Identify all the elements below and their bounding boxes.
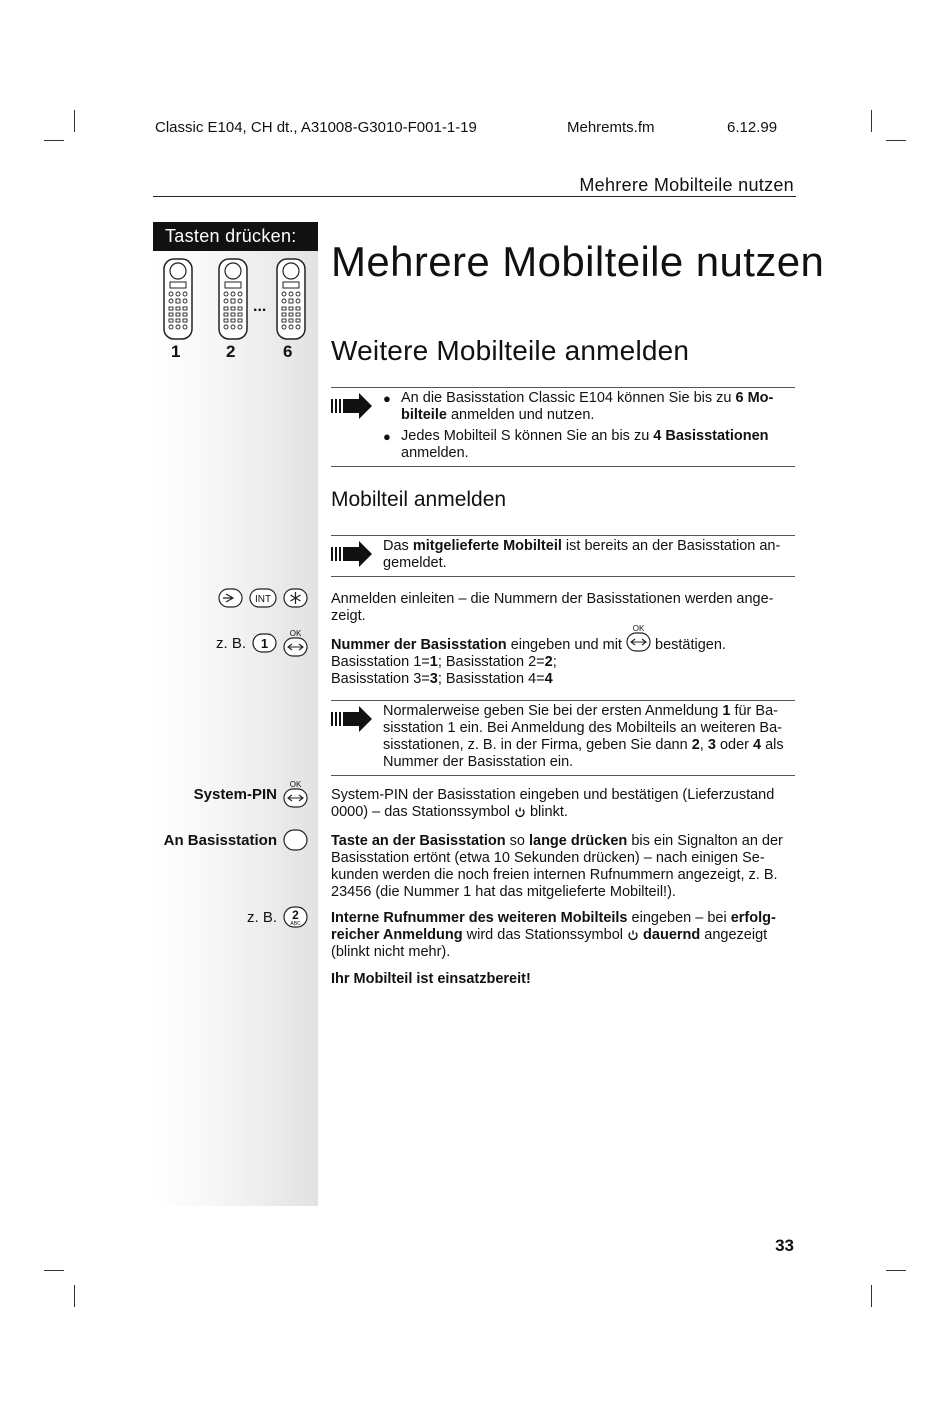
note-text: Das mitgelieferte Mobilteil ist bereits an der Basisstation an- gemeldet. <box>383 538 781 571</box>
handset-number: 6 <box>283 342 293 361</box>
subsection-title: Mobilteil anmelden <box>331 488 507 511</box>
tasten-label: Tasten drücken: <box>153 222 318 251</box>
ok-key-icon[interactable] <box>283 629 308 657</box>
star-key-icon[interactable] <box>283 588 308 608</box>
note-arrow-icon <box>331 706 373 732</box>
handset-number: 2 <box>226 342 236 361</box>
note-box <box>331 387 795 467</box>
ok-key-label: OK <box>632 624 645 634</box>
base-station-button-icon[interactable] <box>283 829 308 851</box>
crop-mark <box>44 140 64 141</box>
handset-icon <box>218 258 248 340</box>
note-box <box>331 535 795 577</box>
note-bullet: ● An die Basisstation Classic E104 können Sie bis zu 6 Mo- bilteile anmelden und nutzen. <box>383 390 795 424</box>
crop-mark <box>886 1270 906 1271</box>
step-text: Taste an der Basisstation so lange drücken bis ein Signalton an der Basisstation ertönt (etwa 10 Sekunden drücken) – nach einigen Se- kunden werden die noch freien internen Rufnummern angezeigt, z. B. 23456 (die Nummer 1 hat das mitgelieferte Mobilteil!). <box>331 833 783 900</box>
menu-key-icon[interactable] <box>218 588 243 608</box>
station-symbol-icon <box>514 806 526 819</box>
digit-key-icon[interactable] <box>283 906 308 928</box>
digit-key-label: 1 <box>260 636 269 651</box>
page-number: 33 <box>775 1236 794 1255</box>
handset-number: 1 <box>171 342 181 361</box>
ok-key-label: OK <box>289 629 302 638</box>
note-box <box>331 700 795 776</box>
note-arrow-icon <box>331 541 373 567</box>
crop-mark <box>886 140 906 141</box>
header-rule <box>153 196 796 197</box>
key-sequence <box>218 588 308 608</box>
note-text: Normalerweise geben Sie bei der ersten Anmeldung 1 für Ba- sisstation 1 ein. Bei Anmeldung des Mobilteils an weiteren Ba- sisstationen, z. B. in der Firma, geben Sie dann 2, 3 oder 4 als Nummer der Basisstation ein. <box>383 703 784 770</box>
station-symbol-icon <box>627 929 639 942</box>
handset-icon <box>163 258 193 340</box>
note-arrow-icon <box>331 393 373 419</box>
int-key-icon[interactable] <box>249 588 277 608</box>
doc-date: 6.12.99 <box>727 119 778 136</box>
handset-icon <box>276 258 306 340</box>
digit-key-sublabel: ABC <box>290 921 301 927</box>
key-sidebar <box>153 222 318 1206</box>
example-prefix: z. B. <box>215 634 246 652</box>
crop-mark <box>74 1285 75 1307</box>
digit-key-label: 2 <box>292 908 299 922</box>
key-sequence <box>247 906 308 928</box>
key-sequence <box>164 829 308 851</box>
base-station-label: An Basisstation <box>163 831 277 849</box>
key-sequence <box>216 629 308 657</box>
note-bullet: ● Jedes Mobilteil S können Sie an bis zu 4 Basisstationen anmelden. <box>383 428 795 462</box>
step-text: System-PIN der Basisstation eingeben und bestätigen (Lieferzustand 0000) – das Stationssymbol blinkt. <box>331 787 775 820</box>
crop-mark <box>44 1270 64 1271</box>
running-title: Mehrere Mobilteile nutzen <box>579 175 794 195</box>
final-statement: Ihr Mobilteil ist einsatzbereit! <box>331 971 531 987</box>
ellipsis: ... <box>253 298 267 315</box>
ok-key-label: OK <box>289 780 302 789</box>
crop-mark <box>871 110 872 132</box>
step-text: Nummer der Basisstation eingeben und mit OK bestätigen. Basisstation 1=1; Basisstation 2=2; Basisstation 3=3; Basisstation 4=4 <box>331 624 726 687</box>
doc-id: Classic E104, CH dt., A31008-G3010-F001-1-19 <box>155 119 477 136</box>
digit-key-icon[interactable] <box>252 633 277 653</box>
section-title: Weitere Mobilteile anmelden <box>331 335 690 366</box>
step-text: Interne Rufnummer des weiteren Mobilteils eingeben – bei erfolg- reicher Anmeldung wird das Stationssymbol dauernd angezeigt (blinkt nicht mehr). <box>331 910 776 960</box>
ok-key-icon <box>626 624 651 652</box>
system-pin-label: System-PIN <box>193 785 277 803</box>
crop-mark <box>871 1285 872 1307</box>
int-key-label: INT <box>254 594 272 605</box>
example-prefix: z. B. <box>246 908 277 926</box>
page-title: Mehrere Mobilteile nutzen <box>331 238 825 285</box>
step-text: Anmelden einleiten – die Nummern der Basisstationen werden ange- zeigt. <box>331 591 774 624</box>
key-sequence <box>194 780 308 808</box>
ok-key-icon[interactable] <box>283 780 308 808</box>
crop-mark <box>74 110 75 132</box>
file-name: Mehremts.fm <box>567 119 655 136</box>
